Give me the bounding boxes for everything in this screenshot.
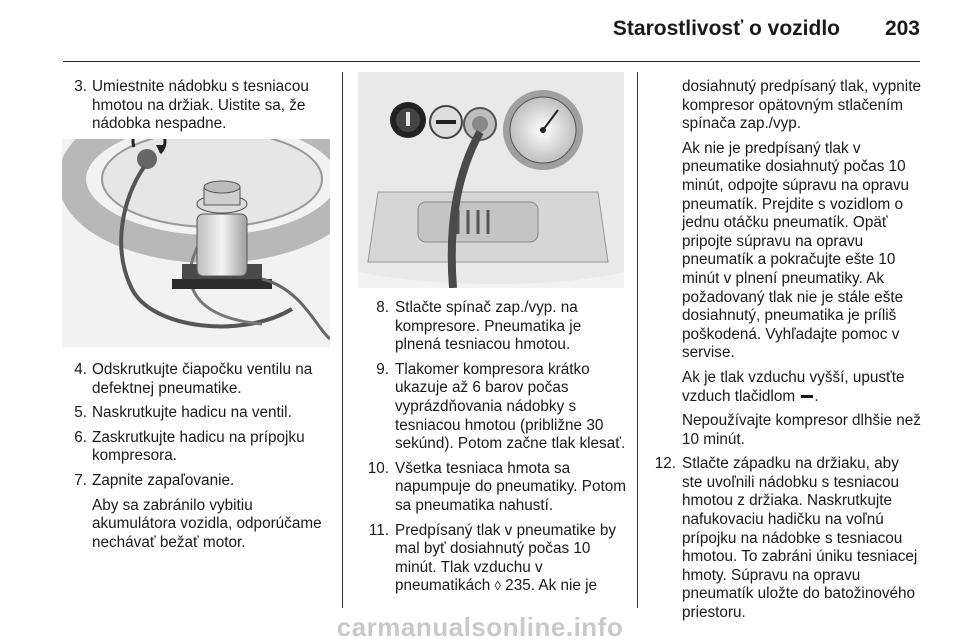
step-11 <box>358 522 626 596</box>
step-text: Zaskrutkujte hadicu na prípojku kompresora. <box>92 428 305 465</box>
page-number: 203 <box>884 17 920 40</box>
right-column <box>647 78 923 629</box>
step-number: 12. <box>654 455 676 473</box>
column-divider-left <box>342 72 343 608</box>
step-7-note: Aby sa zabránilo vybitiu akumulátora vozidla, odporúčame nechávať bežať motor. <box>92 496 322 551</box>
step-7 <box>63 472 331 491</box>
step-11-continued: dosiahnutý predpísaný tlak, vypnite kompresor opätovným stlačením spínača zap./vyp. <box>682 78 921 133</box>
step-number: 10. <box>367 459 389 477</box>
step-number: 4. <box>74 361 87 378</box>
step-number: 11. <box>368 521 389 539</box>
note-text: Ak je tlak vzduchu vyšší, upusťte vzduch tlačidlom <box>682 368 905 405</box>
compressor-illustration <box>358 72 624 288</box>
pressure-release-button-icon <box>430 106 462 138</box>
note-pressure-too-high <box>647 369 923 406</box>
column-divider-right <box>637 72 638 608</box>
step-12 <box>647 455 923 622</box>
step-text: Naskrutkujte hadicu na ventil. <box>92 404 292 422</box>
note-text-end: . <box>814 387 819 405</box>
step-number: 8. <box>376 299 389 316</box>
sealant-bottle-illustration <box>62 139 330 347</box>
step-8 <box>358 299 626 355</box>
middle-column <box>358 299 626 602</box>
watermark: carmanualsonline.info <box>336 612 624 642</box>
step-text: Odskrutkujte čiapočku ventilu na defektnej pneumatike. <box>92 361 313 397</box>
header-rule <box>63 61 920 62</box>
arrow-reference-icon: ◊ <box>494 578 501 594</box>
step-text-end: 235. Ak nie je <box>500 577 598 595</box>
step-number: 6. <box>74 428 87 446</box>
step-text: Umiestnite nádobku s tesniacou hmotou na držiak. Uistite sa, že nádobka nespadne. <box>92 78 309 133</box>
step-number: 5. <box>74 404 87 422</box>
on-off-switch-icon <box>390 102 426 138</box>
step-text: Všetka tesniaca hmota sa napumpuje do pneumatiky. Potom sa pneumatika nahustí. <box>395 459 627 514</box>
step-6 <box>63 429 331 466</box>
left-column-lower <box>63 361 331 558</box>
step-number: 9. <box>376 360 389 378</box>
left-column <box>63 78 331 140</box>
pressure-release-symbol-icon <box>801 395 813 398</box>
step-10 <box>358 460 626 516</box>
page-header <box>0 0 960 62</box>
step-text: Stlačte spínač zap./vyp. na kompresore. Pneumatika je plnená tesniacou hmotou. <box>395 299 582 354</box>
section-title: Starostlivosť o vozidlo <box>612 17 840 40</box>
step-3 <box>63 78 331 134</box>
step-4 <box>63 361 331 398</box>
step-number: 7. <box>74 471 87 489</box>
step-5 <box>63 404 331 423</box>
step-text: Stlačte západku na držiaku, aby ste uvoľnili nádobku s tesniacou hmotou z držiaka. Naskrutkujte nafukovaciu hadičku na voľnú prípojku na nádobke s tesniacou hmotou. To zabráni úniku tesniacej hmoty. Súpravu na opravu pneumatík uložte do batožinového priestoru. <box>682 455 918 622</box>
pressure-gauge-icon <box>503 90 583 170</box>
note-pressure-not-reached: Ak nie je predpísaný tlak v pneumatike dosiahnutý počas 10 minút, odpojte súpravu na opravu pneumatík. Prejdite s vozidlom o jednu otáčku pneumatík. Opäť pripojte súpravu na opravu pneumatík a pokračujte ešte 10 minút v plnení pneumatiky. Ak požadovaný tlak nie je stále ešte dosiahnutý, pneumatika je príliš poškodená. Vyhľadajte pomoc v servise. <box>682 139 910 362</box>
note-max-duration: Nepoužívajte kompresor dlhšie než 10 minút. <box>682 412 921 448</box>
step-9 <box>358 361 626 454</box>
step-text: Tlakomer kompresora krátko ukazuje až 6 barov počas vyprázdňovania nádobky s tesniacou hmotou (približne 30 sekúnd). Potom začne tlak klesať. <box>395 360 626 453</box>
step-text-start: Predpísaný tlak v pneumatike by mal byť dosiahnutý počas 10 minút. Tlak vzduchu v pneumatikách <box>395 521 617 595</box>
step-number: 3. <box>74 78 87 95</box>
step-text: Zapnite zapaľovanie. <box>92 471 235 489</box>
